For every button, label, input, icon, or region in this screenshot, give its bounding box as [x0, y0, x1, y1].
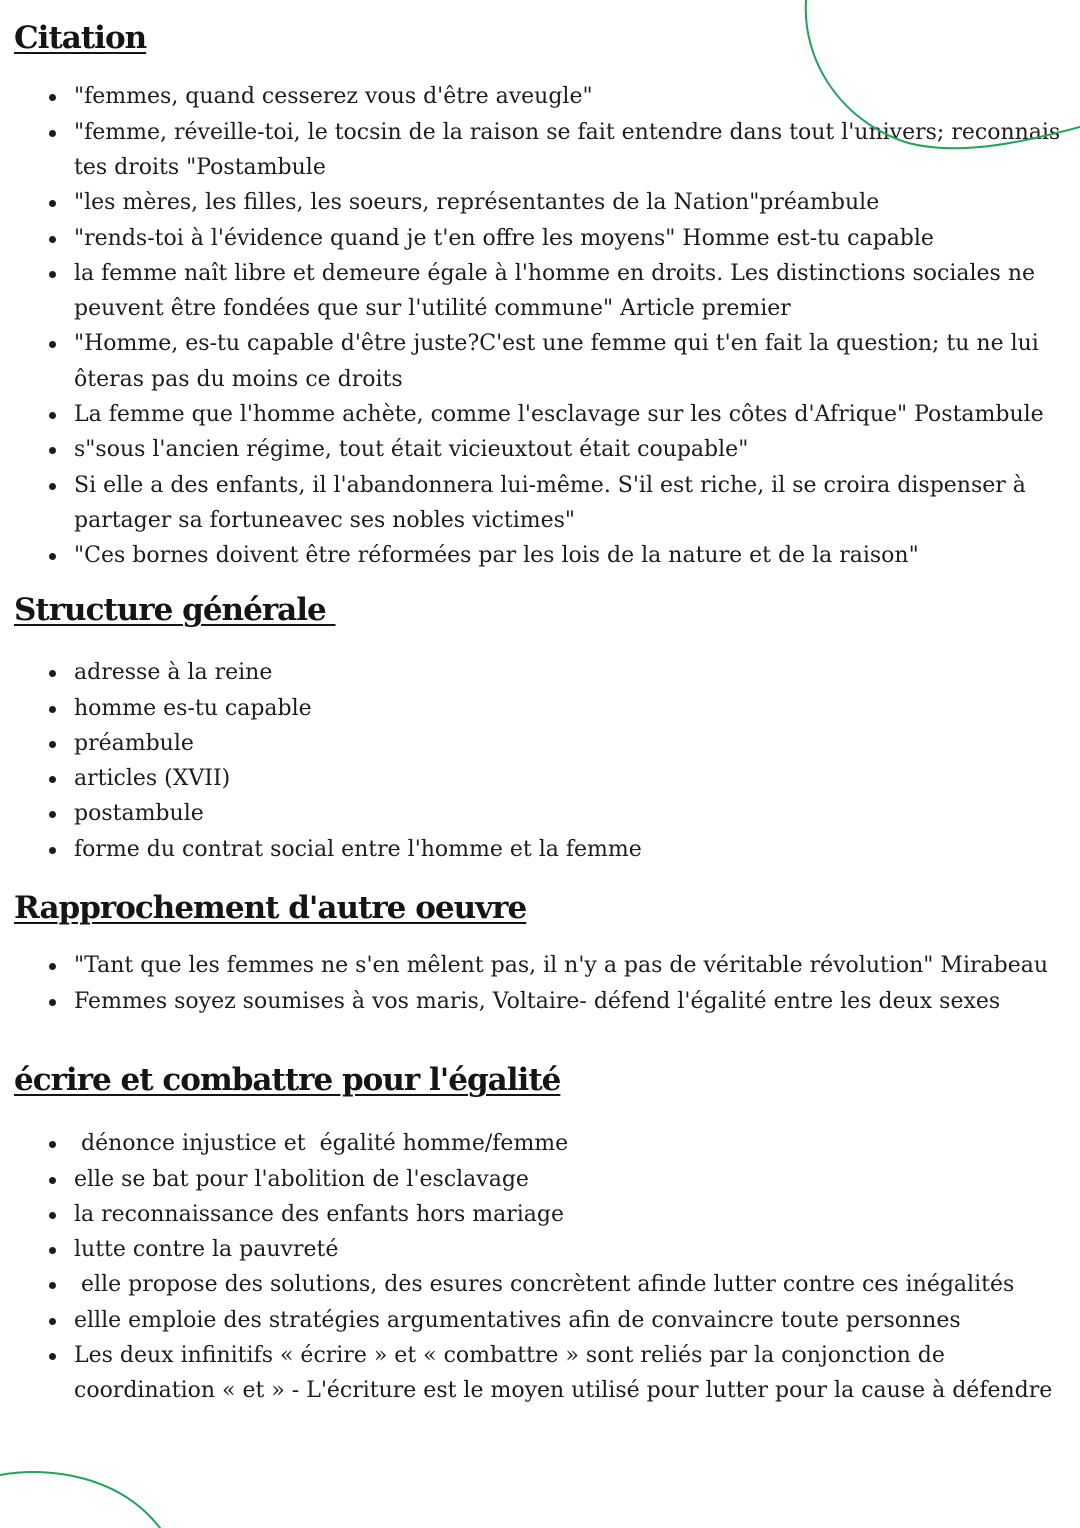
list-item [74, 326, 1076, 397]
list-item [74, 655, 1076, 690]
bullet-icon [49, 412, 56, 419]
annotation-curve-bottom-left [0, 1472, 160, 1528]
list-item-text: dénonce injustice et égalité homme/femme [74, 1131, 569, 1157]
list-item-text: articles (XVII) [74, 766, 231, 792]
list-item [74, 1338, 1076, 1409]
list-item-text: ellle emploie des stratégies argumentatives afin de convaincre toute personnes [74, 1307, 961, 1333]
list-item-text: La femme que l'homme achète, comme l'esclavage sur les côtes d'Afrique" Postambule [74, 402, 1044, 428]
ecrire-combattre-list [0, 1126, 1076, 1408]
list-item [74, 538, 1076, 573]
list-item-text: "les mères, les filles, les soeurs, représentantes de la Nation"préambule [74, 190, 880, 216]
list-item-text: Les deux infinitifs « écrire » et « combattre » sont reliés par la conjonction de coordination « et » - L'écriture est le moyen utilisé pour lutter pour la cause à défendre [74, 1343, 1053, 1404]
bullet-icon [49, 447, 56, 454]
list-item [74, 691, 1076, 726]
section-heading-ecrire-combattre: écrire et combattre pour l'égalité [14, 1061, 561, 1098]
list-item [74, 432, 1076, 467]
list-item-text: "femmes, quand cesserez vous d'être aveugle" [74, 84, 593, 110]
list-item-text: forme du contrat social entre l'homme et la femme [74, 836, 642, 862]
bullet-icon [49, 553, 56, 560]
list-item-text: la femme naît libre et demeure égale à l'homme en droits. Les distinctions sociales ne peuvent être fondées que sur l'utilité commune" Article premier [74, 260, 1043, 322]
bullet-icon [49, 271, 56, 278]
bullet-icon [49, 847, 56, 854]
list-item-text: s"sous l'ancien régime, tout était vicieuxtout était coupable" [74, 437, 749, 463]
bullet-icon [49, 1282, 56, 1289]
bullet-icon [49, 236, 56, 243]
section-heading-citation: Citation [14, 20, 147, 56]
list-item [74, 1232, 1076, 1267]
bullet-icon [49, 1318, 56, 1325]
bullet-icon [49, 130, 56, 137]
bullet-icon [49, 1177, 56, 1184]
list-item [74, 115, 1076, 186]
list-item-text: "rends-toi à l'évidence quand je t'en offre les moyens" Homme est-tu capable [74, 225, 934, 251]
bullet-icon [49, 741, 56, 748]
section-heading-structure: Structure générale [14, 591, 336, 628]
list-item [74, 796, 1076, 831]
bullet-icon [49, 1141, 56, 1148]
list-item-text: "Tant que les femmes ne s'en mêlent pas, il n'y a pas de véritable révolution" Mirabeau [74, 953, 1048, 979]
list-item-text: adresse à la reine [74, 660, 273, 686]
list-item [74, 832, 1076, 867]
bullet-icon [49, 1212, 56, 1219]
section-heading-rapprochement: Rapprochement d'autre oeuvre [14, 889, 527, 926]
list-item-text: elle propose des solutions, des esures concrètent afinde lutter contre ces inégalités [74, 1272, 1015, 1298]
list-item-text: Si elle a des enfants, il l'abandonnera lui-même. S'il est riche, il se croira dispenser à partager sa fortuneavec ses nobles victimes" [74, 472, 1033, 533]
bullet-icon [49, 999, 56, 1006]
bullet-icon [49, 670, 56, 677]
bullet-icon [49, 963, 56, 970]
citation-list [0, 79, 1076, 573]
bullet-icon [49, 483, 56, 490]
list-item [74, 185, 1076, 220]
bullet-icon [49, 776, 56, 783]
list-item-text: Femmes soyez soumises à vos maris, Voltaire- défend l'égalité entre les deux sexes [74, 988, 1001, 1014]
list-item [74, 221, 1076, 256]
bullet-icon [49, 1353, 56, 1360]
list-item-text: lutte contre la pauvreté [74, 1237, 339, 1263]
list-item [74, 1162, 1076, 1197]
list-item [74, 761, 1076, 796]
bullet-icon [49, 200, 56, 207]
list-item [74, 1267, 1076, 1302]
list-item-text: préambule [74, 730, 194, 756]
list-item [74, 397, 1076, 432]
list-item [74, 948, 1076, 983]
list-item-text: homme es-tu capable [74, 695, 312, 721]
list-item-text: la reconnaissance des enfants hors mariage [74, 1201, 565, 1227]
list-item [74, 1126, 1076, 1161]
structure-list [0, 655, 1076, 867]
bullet-icon [49, 1247, 56, 1254]
list-item [74, 79, 1076, 114]
list-item-text: "Ces bornes doivent être réformées par les lois de la nature et de la raison" [74, 543, 919, 569]
list-item-text: "femme, réveille-toi, le tocsin de la raison se fait entendre dans tout l'univers; reconnais tes droits "Postambule [74, 119, 1068, 180]
list-item-text: elle se bat pour l'abolition de l'esclavage [74, 1166, 529, 1192]
rapprochement-list [0, 948, 1076, 1019]
list-item [74, 1303, 1076, 1338]
list-item [74, 468, 1076, 539]
list-item [74, 256, 1076, 327]
bullet-icon [49, 94, 56, 101]
bullet-icon [49, 341, 56, 348]
list-item [74, 1197, 1076, 1232]
list-item [74, 984, 1076, 1019]
bullet-icon [49, 706, 56, 713]
bullet-icon [49, 811, 56, 818]
list-item [74, 726, 1076, 761]
list-item-text: postambule [74, 801, 204, 827]
list-item-text: "Homme, es-tu capable d'être juste?C'est une femme qui t'en fait la question; tu ne lui ôteras pas du moins ce droits [74, 331, 1046, 392]
